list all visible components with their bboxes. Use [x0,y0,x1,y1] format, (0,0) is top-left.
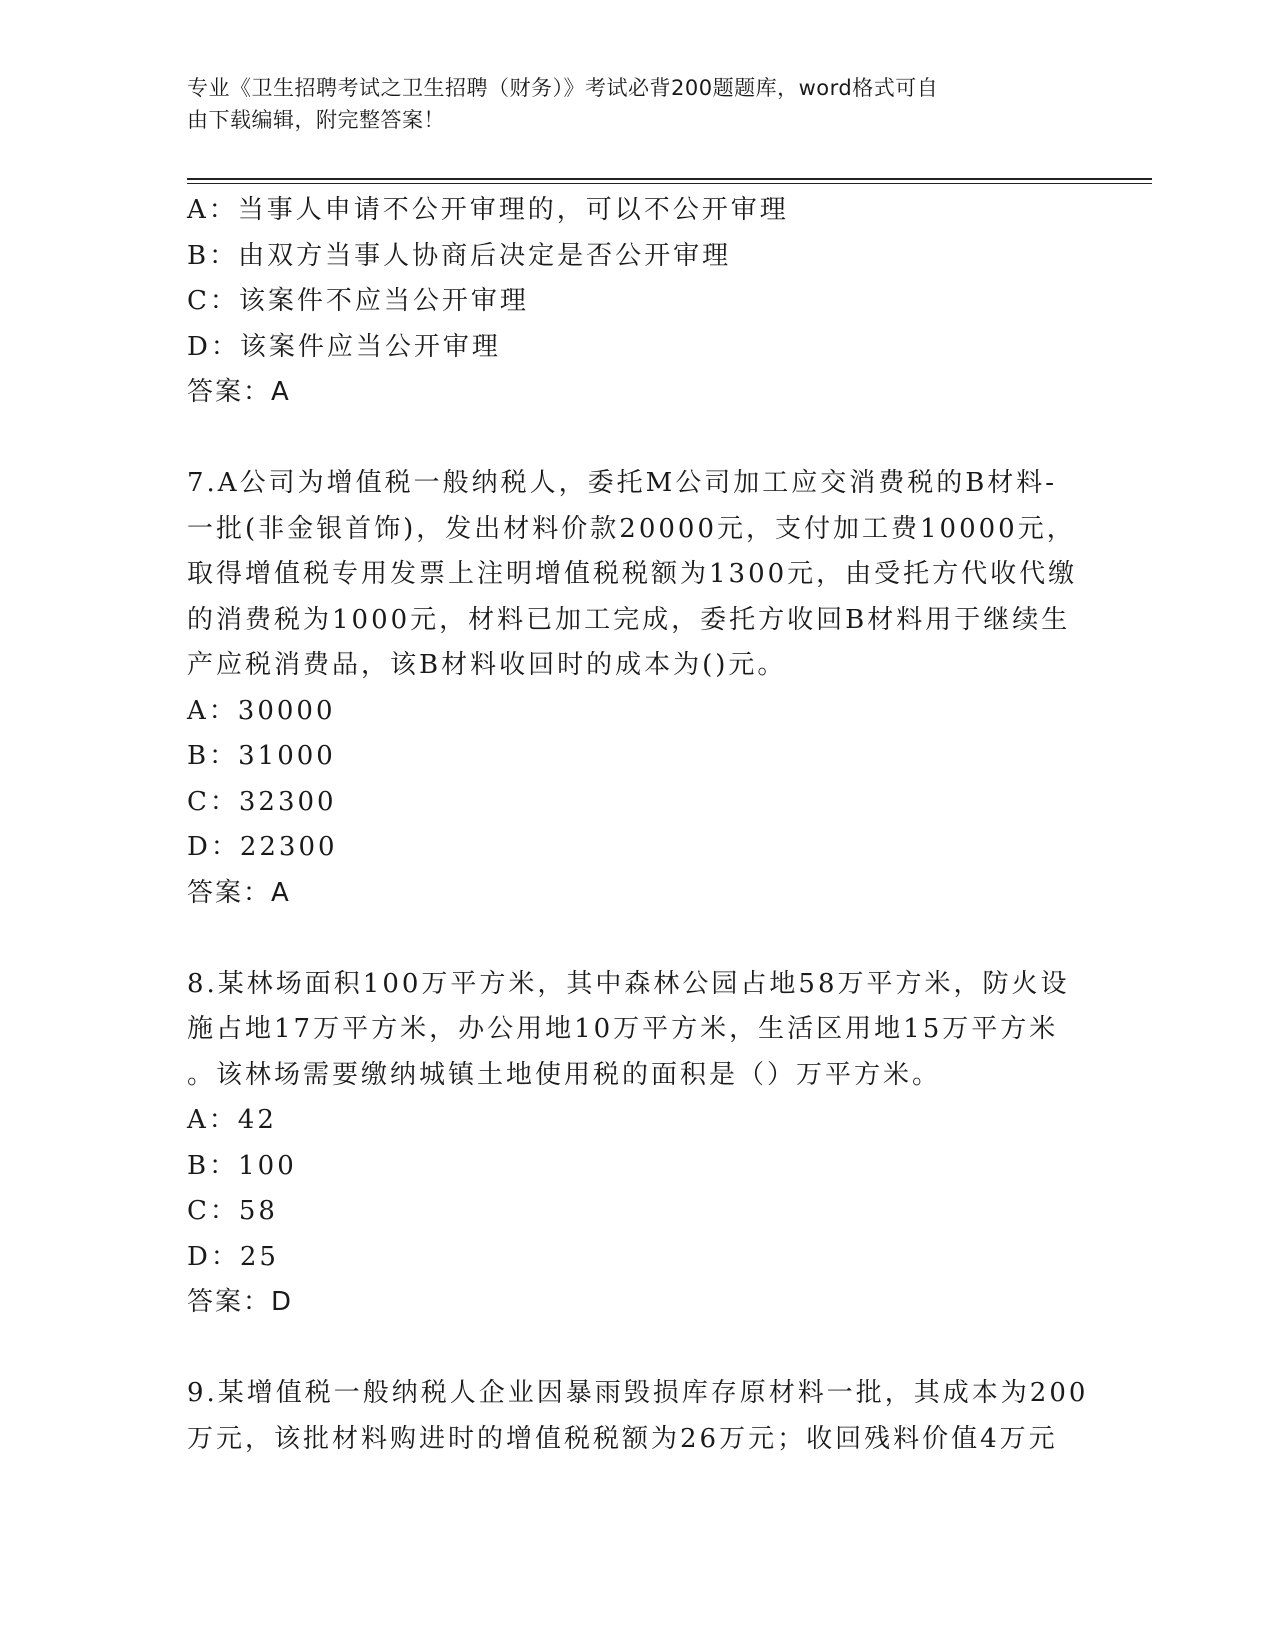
option-b: B：由双方当事人协商后决定是否公开审理 [187,240,732,271]
stem-line: 产应税消费品，该B材料收回时的成本为()元。 [187,650,787,680]
question-9 [187,1371,1089,1462]
question-stem [187,1371,1089,1462]
option-c: C：58 [187,1196,278,1226]
option-d: D：25 [187,1241,279,1272]
option-d: D：该案件应当公开审理 [187,331,501,362]
question-7 [187,461,1078,916]
header-divider-thin [187,183,1152,184]
header-divider-thick [187,178,1152,180]
option-a: A：当事人申请不公开审理的，可以不公开审理 [187,195,789,225]
stem-line: 的消费税为1000元，材料已加工完成，委托方收回B材料用于继续生 [187,604,1071,635]
header-line-2: 由下载编辑，附完整答案！ [187,108,445,132]
spacer [187,416,1067,462]
question-8 [187,962,1070,1326]
question-6 [187,188,1067,416]
stem-line: 一批(非金银首饰)，发出材料价款20000元，支付加工费10000元， [187,513,1076,544]
answer: 答案：A [187,877,291,908]
option-b: B：100 [187,1150,297,1181]
stem-line: 9.某增值税一般纳税人企业因暴雨毁损库存原材料一批，其成本为200 [187,1378,1089,1408]
stem-line: 7.A公司为增值税一般纳税人，委托M公司加工应交消费税的B材料- [187,468,1058,498]
spacer [187,916,1067,962]
stem-line: 万元，该批材料购进时的增值税税额为26万元；收回残料价值4万元 [187,1423,1058,1454]
option-a: A：30000 [187,695,336,726]
document-body [187,188,1089,1462]
stem-line: 施占地17万平方米，办公用地10万平方米，生活区用地15万平方米 [187,1014,1059,1044]
page-header [187,72,1067,136]
answer: 答案：D [187,1287,294,1317]
header-line-1: 专业《卫生招聘考试之卫生招聘（财务）》考试必背200题题库，word格式可自 [187,76,939,100]
option-a: A：42 [187,1105,277,1135]
answer: 答案：A [187,377,291,407]
stem-line: 取得增值税专用发票上注明增值税税额为1300元，由受托方代收代缴 [187,559,1078,589]
option-c: C：32300 [187,786,337,817]
option-b: B：31000 [187,741,336,771]
stem-line: 8.某林场面积100万平方米，其中森林公园占地58万平方米，防火设 [187,968,1070,999]
question-stem [187,962,1070,1099]
stem-line: 。该林场需要缴纳城镇土地使用税的面积是（）万平方米。 [187,1059,942,1090]
option-c: C：该案件不应当公开审理 [187,286,529,316]
option-d: D：22300 [187,832,338,862]
spacer [187,1326,1067,1372]
question-stem [187,461,1078,689]
